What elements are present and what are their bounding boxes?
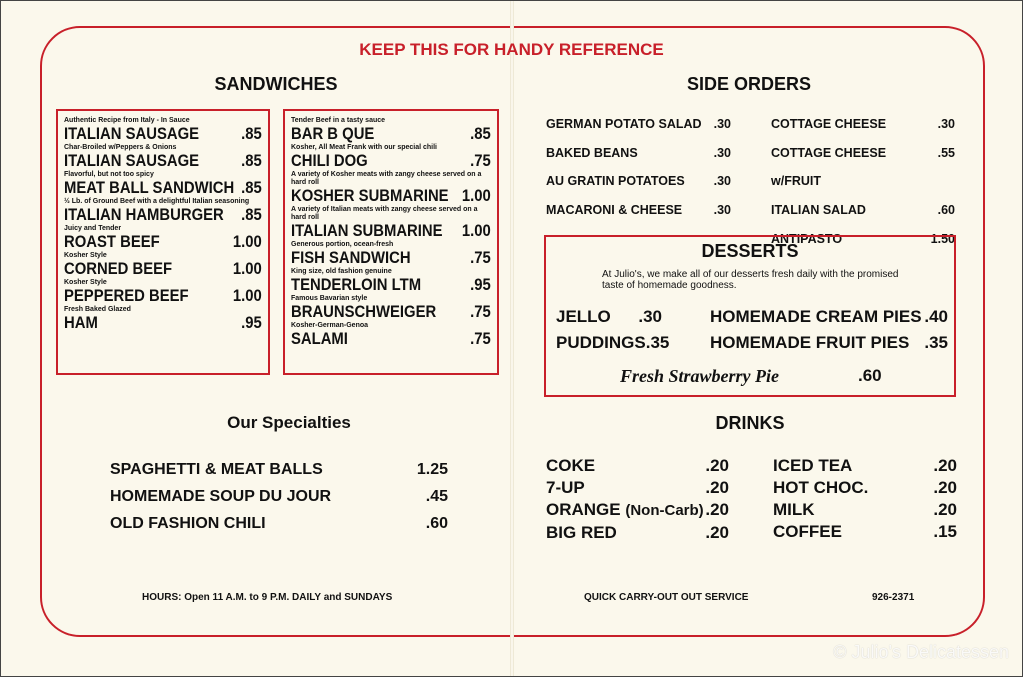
sandwich-item (64, 279, 262, 305)
side-order-row (546, 196, 731, 225)
drink-name: MILK (773, 500, 815, 519)
sandwich-item (64, 252, 262, 278)
side-order-row (771, 139, 955, 196)
sandwich-row (291, 303, 491, 321)
phone-number: 926-2371 (872, 592, 915, 603)
sandwich-price: .95 (470, 276, 491, 294)
sandwich-row (291, 330, 491, 348)
drink-name: 7-UP (546, 478, 585, 497)
sandwich-row (64, 152, 262, 170)
desserts-grid (556, 307, 948, 353)
sandwich-description: Tender Beef in a tasty sauce (291, 117, 386, 124)
sandwiches-box-left (56, 109, 270, 375)
drink-price: .20 (705, 500, 729, 519)
sandwich-price: 1.00 (232, 233, 262, 251)
drink-row (546, 522, 729, 544)
sandwich-item (291, 295, 491, 321)
sandwich-item (64, 225, 262, 251)
specialty-name: HOMEMADE SOUP DU JOUR (110, 488, 332, 505)
drink-label-group (773, 455, 852, 477)
watermark: © Julio's Delicatessen (833, 642, 1009, 662)
hours-text: HOURS: Open 11 A.M. to 9 P.M. DAILY and SUNDAYS (142, 592, 393, 603)
sandwich-description: ½ Lb. of Ground Beef with a delightful Italian seasoning (64, 198, 250, 205)
sandwich-name: ITALIAN HAMBURGER (64, 206, 224, 224)
drink-label-group (773, 477, 868, 499)
side-order-name: COTTAGE CHEESE w/FRUIT (771, 145, 887, 189)
sandwich-row (64, 125, 262, 143)
sandwich-description: A variety of Italian meats with zangy cheese served on a hard roll (291, 206, 478, 221)
sandwich-row (291, 125, 491, 143)
sandwich-name: CHILI DOG (291, 152, 368, 170)
sandwich-name: ITALIAN SAUSAGE (64, 152, 200, 170)
drink-name: COKE (546, 456, 596, 475)
sandwich-price: .75 (470, 249, 491, 267)
sandwich-name: PEPPERED BEEF (64, 287, 189, 305)
sandwich-item (291, 206, 491, 240)
sandwich-row (64, 260, 262, 278)
drink-price: .20 (705, 523, 729, 542)
sandwich-name: MEAT BALL SANDWICH (64, 179, 235, 197)
sandwich-description: Generous portion, ocean-fresh (291, 241, 394, 248)
sandwich-price: .85 (241, 179, 262, 197)
sandwich-item (291, 322, 491, 348)
sandwich-row (64, 314, 262, 332)
sandwich-row (291, 187, 491, 205)
specialty-name: SPAGHETTI & MEAT BALLS (110, 461, 323, 478)
sandwich-row (64, 206, 262, 224)
desserts-box (544, 235, 956, 397)
page-title: KEEP THIS FOR HANDY REFERENCE (359, 40, 664, 59)
drink-price: .20 (933, 478, 957, 497)
sandwich-description: Kosher Style (64, 279, 107, 286)
dessert-price: .35 (645, 333, 670, 352)
drink-price: .20 (705, 478, 729, 497)
specialty-price: 1.25 (416, 461, 448, 478)
sandwich-price: .85 (470, 125, 491, 143)
sandwich-row (291, 276, 491, 294)
specialties-heading: Our Specialties (227, 413, 351, 432)
sandwich-name: FISH SANDWICH (291, 249, 411, 267)
side-order-price: .30 (713, 174, 731, 189)
sandwich-name: ITALIAN SAUSAGE (64, 125, 200, 143)
sandwich-name: CORNED BEEF (64, 260, 173, 278)
drink-price: .20 (933, 456, 957, 475)
specialty-row (110, 510, 448, 537)
drink-label-group (546, 477, 585, 499)
sandwich-item (291, 117, 491, 143)
sandwich-price: .95 (241, 314, 262, 332)
dessert-feature-name: Fresh Strawberry Pie (620, 366, 780, 386)
sandwich-description: Kosher, All Meat Frank with our special chili (291, 144, 437, 151)
sandwich-name: SALAMI (291, 330, 348, 348)
drink-label-group (773, 521, 842, 543)
side-order-price: .30 (713, 117, 731, 131)
side-order-row (546, 110, 731, 139)
side-order-name: BAKED BEANS (546, 145, 638, 160)
sandwich-description: King size, old fashion genuine (291, 268, 392, 275)
sandwich-item (291, 268, 491, 294)
sandwich-price: .85 (241, 152, 262, 170)
fold-crease (510, 0, 514, 677)
sandwich-item (291, 144, 491, 170)
side-order-price: .30 (713, 203, 731, 218)
side-order-price: .30 (937, 117, 955, 131)
dessert-item (556, 307, 676, 327)
side-order-name: ANTIPASTO (771, 231, 843, 246)
drink-note: (Non-Carb) (625, 502, 704, 519)
sandwich-description: Flavorful, but not too spicy (64, 171, 154, 178)
sandwich-item (64, 144, 262, 170)
specialty-price: .60 (425, 515, 448, 532)
sandwich-description: Kosher-German-Genoa (291, 322, 369, 329)
sandwich-row (64, 179, 262, 197)
sandwich-price: 1.00 (461, 222, 491, 240)
sandwich-description: Juicy and Tender (64, 225, 122, 232)
drink-name: ICED TEA (773, 456, 853, 475)
sandwich-row (64, 233, 262, 251)
drink-row (773, 521, 957, 543)
drink-price: .15 (933, 522, 957, 541)
drink-label-group (546, 455, 595, 477)
drink-name: ORANGE (546, 500, 621, 519)
drink-label-group (546, 499, 704, 522)
drink-row (546, 499, 729, 522)
sandwich-name: BRAUNSCHWEIGER (291, 303, 437, 321)
sandwiches-heading: SANDWICHES (214, 74, 338, 94)
service-text: QUICK CARRY-OUT OUT SERVICE (584, 592, 749, 603)
dessert-price: .40 (924, 307, 948, 326)
sandwich-name: KOSHER SUBMARINE (291, 187, 449, 205)
drink-name: HOT CHOC. (773, 478, 869, 497)
side-order-price: .55 (937, 145, 955, 160)
drink-price: .20 (933, 500, 957, 519)
sandwich-name: BAR B QUE (291, 125, 375, 143)
dessert-item (556, 333, 676, 353)
specialty-name: OLD FASHION CHILI (110, 515, 266, 532)
side-order-price: 1.50 (930, 231, 955, 246)
dessert-name: HOMEMADE CREAM PIES (710, 307, 922, 326)
dessert-name: JELLO (556, 307, 611, 326)
dessert-item (676, 333, 948, 353)
dessert-feature-price: .60 (858, 366, 882, 385)
desserts-heading: DESSERTS (701, 241, 799, 261)
specialty-row (110, 483, 448, 510)
drink-row (546, 477, 729, 499)
dessert-name: PUDDINGS (556, 333, 646, 352)
sandwich-description: Fresh Baked Glazed (64, 306, 131, 313)
specialty-row (110, 456, 448, 483)
sandwich-price: .75 (470, 303, 491, 321)
sandwich-row (291, 152, 491, 170)
sandwich-item (64, 117, 262, 143)
specialty-price: .45 (425, 488, 448, 505)
sandwich-description: Authentic Recipe from Italy - In Sauce (64, 117, 190, 124)
sandwich-description: Char-Broiled w/Peppers & Onions (64, 144, 177, 151)
side-order-row (771, 196, 955, 225)
sandwich-item (64, 306, 262, 332)
sandwich-price: 1.00 (232, 260, 262, 278)
drink-name: COFFEE (773, 522, 842, 541)
sandwich-name: ITALIAN SUBMARINE (291, 222, 443, 240)
dessert-item (676, 307, 948, 327)
drink-row (773, 477, 957, 499)
drink-row (546, 455, 729, 477)
sandwich-description: A variety of Kosher meats with zangy cheese served on a hard roll (291, 171, 482, 186)
desserts-blurb: At Julio's, we make all of our desserts fresh daily with the promised taste of homemade goodness. (602, 269, 899, 291)
sandwich-item (291, 171, 491, 205)
sandwich-name: HAM (64, 314, 98, 332)
dessert-price: .35 (924, 333, 948, 352)
side-order-row (771, 110, 955, 139)
side-order-name: COTTAGE CHEESE (771, 117, 887, 131)
side-order-price: .30 (713, 145, 731, 160)
drink-label-group (546, 522, 617, 544)
sandwich-price: .85 (241, 125, 262, 143)
sandwich-row (64, 287, 262, 305)
side-order-row (546, 139, 731, 168)
sandwich-description: Famous Bavarian style (291, 295, 368, 302)
sandwiches-box-right (283, 109, 499, 375)
sandwich-item (291, 241, 491, 267)
side-order-name: ITALIAN SALAD (771, 203, 866, 218)
sandwich-row (291, 222, 491, 240)
drinks-heading: DRINKS (715, 413, 785, 433)
drink-label-group (773, 499, 815, 521)
drink-price: .20 (705, 456, 729, 475)
sandwich-item (64, 198, 262, 224)
dessert-name: HOMEMADE FRUIT PIES (710, 333, 910, 352)
side-order-row (546, 167, 731, 196)
sandwich-item (64, 171, 262, 197)
side-order-name: AU GRATIN POTATOES (546, 174, 685, 189)
sandwich-price: 1.00 (461, 187, 491, 205)
drink-row (773, 499, 957, 521)
sandwich-price: .75 (470, 330, 491, 348)
sandwich-price: .85 (241, 206, 262, 224)
drink-name: BIG RED (546, 523, 617, 542)
sandwich-name: TENDERLOIN LTM (291, 276, 422, 294)
sandwich-description: Kosher Style (64, 252, 107, 259)
sandwich-name: ROAST BEEF (64, 233, 160, 251)
sandwich-price: .75 (470, 152, 491, 170)
sandwich-price: 1.00 (232, 287, 262, 305)
side-order-name: GERMAN POTATO SALAD (546, 117, 702, 131)
dessert-price: .30 (638, 307, 662, 326)
drink-row (773, 455, 957, 477)
sandwich-row (291, 249, 491, 267)
side-order-name: MACARONI & CHEESE (546, 203, 683, 218)
side-orders-heading: SIDE ORDERS (686, 74, 812, 94)
side-order-price: .60 (937, 203, 955, 218)
